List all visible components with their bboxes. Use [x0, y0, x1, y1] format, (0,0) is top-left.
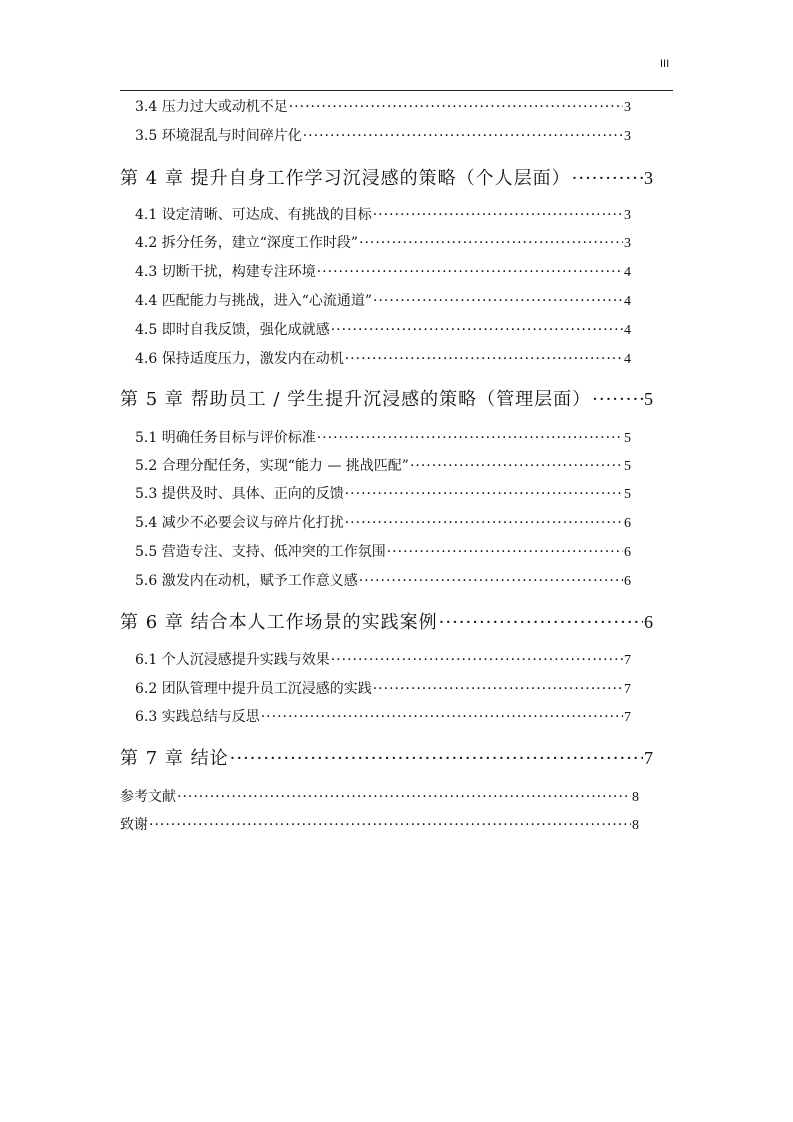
toc-entry-page: 4 [624, 352, 631, 367]
dot-leader [373, 681, 623, 697]
toc-entry-title: 5.4 减少不必要会议与碎片化打扰 [135, 515, 344, 531]
toc-entry-page: 7 [644, 748, 654, 768]
toc-entry[interactable] [120, 744, 654, 770]
dot-leader [149, 817, 631, 833]
dot-leader [177, 789, 631, 805]
toc-entry-page: 6 [644, 612, 654, 632]
toc-entry[interactable] [135, 570, 631, 590]
toc-entry-title: 5.3 提供及时、具体、正向的反馈 [135, 486, 344, 502]
dot-leader [345, 351, 623, 367]
dot-leader [387, 544, 623, 560]
toc-entry[interactable] [135, 427, 631, 447]
toc-entry-page: 3 [624, 129, 631, 144]
dot-leader [572, 168, 643, 189]
toc-entry-page: 5 [624, 459, 631, 474]
toc-entry-title: 4.5 即时自我反馈，强化成就感 [135, 322, 330, 338]
dot-leader [303, 128, 623, 144]
toc-entry-page: 4 [624, 294, 631, 309]
dot-leader [359, 235, 623, 251]
toc-entry-title: 3.5 环境混乱与时间碎片化 [135, 128, 302, 144]
dot-leader [317, 264, 623, 280]
toc-entry-page: 6 [624, 545, 631, 560]
toc-entry-title: 致谢 [120, 817, 148, 833]
toc-entry-title: 4.4 匹配能力与挑战，进入“心流通道” [135, 293, 373, 309]
toc-entry[interactable] [135, 512, 631, 532]
toc-entry-page: 4 [624, 323, 631, 338]
toc-entry-page: 5 [644, 389, 654, 409]
dot-leader [345, 515, 623, 531]
toc-entry-title: 第 4 章 提升自身工作学习沉浸感的策略（个人层面） [120, 168, 571, 189]
toc-entry-title: 5.1 明确任务目标与评价标准 [135, 430, 316, 446]
toc-entry-title: 第 6 章 结合本人工作场景的实践案例 [120, 612, 438, 633]
toc-entry[interactable] [120, 385, 654, 411]
toc-entry-page: 7 [624, 682, 631, 697]
dot-leader [345, 486, 623, 502]
toc-entry[interactable] [120, 786, 639, 806]
toc-entry-page: 7 [624, 653, 631, 668]
toc-entry-page: 3 [624, 208, 631, 223]
toc-entry-title: 4.2 拆分任务，建立“深度工作时段” [135, 235, 359, 251]
toc-entry-title: 5.2 合理分配任务，实现“能力 — 挑战匹配” [135, 458, 409, 474]
dot-leader [230, 748, 643, 769]
dot-leader [289, 99, 623, 115]
toc-entry[interactable] [135, 204, 631, 224]
dot-leader [373, 207, 623, 223]
toc-entry-title: 4.1 设定清晰、可达成、有挑战的目标 [135, 207, 372, 223]
dot-leader [410, 458, 623, 474]
toc-entry-page: 7 [624, 710, 631, 725]
toc-entry[interactable] [135, 261, 631, 281]
toc-entry[interactable] [135, 290, 631, 310]
toc-entry[interactable] [135, 319, 631, 339]
toc-entry-page: 8 [632, 818, 639, 833]
dot-leader [331, 652, 623, 668]
toc-entry[interactable] [135, 125, 631, 145]
toc-entry-page: 5 [624, 487, 631, 502]
toc-entry-title: 5.5 营造专注、支持、低冲突的工作氛围 [135, 544, 386, 560]
toc-entry-title: 6.1 个人沉浸感提升实践与效果 [135, 652, 330, 668]
toc-entry[interactable] [120, 608, 654, 634]
toc-entry[interactable] [135, 541, 631, 561]
dot-leader [359, 573, 623, 589]
toc-entry-page: 3 [624, 236, 631, 251]
toc-entry[interactable] [135, 649, 631, 669]
toc-entry-title: 6.2 团队管理中提升员工沉浸感的实践 [135, 681, 372, 697]
toc-entry-title: 6.3 实践总结与反思 [135, 709, 260, 725]
toc-entry[interactable] [135, 232, 631, 252]
header-rule [120, 90, 673, 91]
dot-leader [373, 293, 623, 309]
toc-entry-title: 4.6 保持适度压力，激发内在动机 [135, 351, 344, 367]
toc-entry-page: 3 [624, 100, 631, 115]
toc-entry-page: 6 [624, 516, 631, 531]
toc-entry-page: 8 [632, 790, 639, 805]
toc-entry[interactable] [120, 814, 639, 834]
toc-entry-page: 4 [624, 265, 631, 280]
toc-entry-page: 5 [624, 431, 631, 446]
toc-entry-title: 第 7 章 结论 [120, 748, 229, 769]
toc-entry[interactable] [135, 483, 631, 503]
toc-entry-title: 5.6 激发内在动机，赋予工作意义感 [135, 573, 358, 589]
toc-entry[interactable] [135, 455, 631, 475]
dot-leader [592, 389, 643, 410]
toc-entry[interactable] [135, 678, 631, 698]
toc-entry-page: 6 [624, 574, 631, 589]
dot-leader [331, 322, 623, 338]
toc-entry-title: 3.4 压力过大或动机不足 [135, 99, 288, 115]
toc-entry-page: 3 [644, 168, 654, 188]
dot-leader [317, 430, 623, 446]
dot-leader [261, 709, 623, 725]
toc-entry[interactable] [120, 164, 654, 190]
toc-entry[interactable] [135, 96, 631, 116]
toc-entry-title: 第 5 章 帮助员工 / 学生提升沉浸感的策略（管理层面） [120, 389, 592, 410]
toc-entry[interactable] [135, 348, 631, 368]
toc-entry-title: 参考文献 [120, 789, 176, 805]
toc-entry-title: 4.3 切断干扰，构建专注环境 [135, 264, 316, 280]
page-number-header: III [660, 58, 670, 70]
dot-leader [439, 612, 643, 633]
toc-entry[interactable] [135, 706, 631, 726]
